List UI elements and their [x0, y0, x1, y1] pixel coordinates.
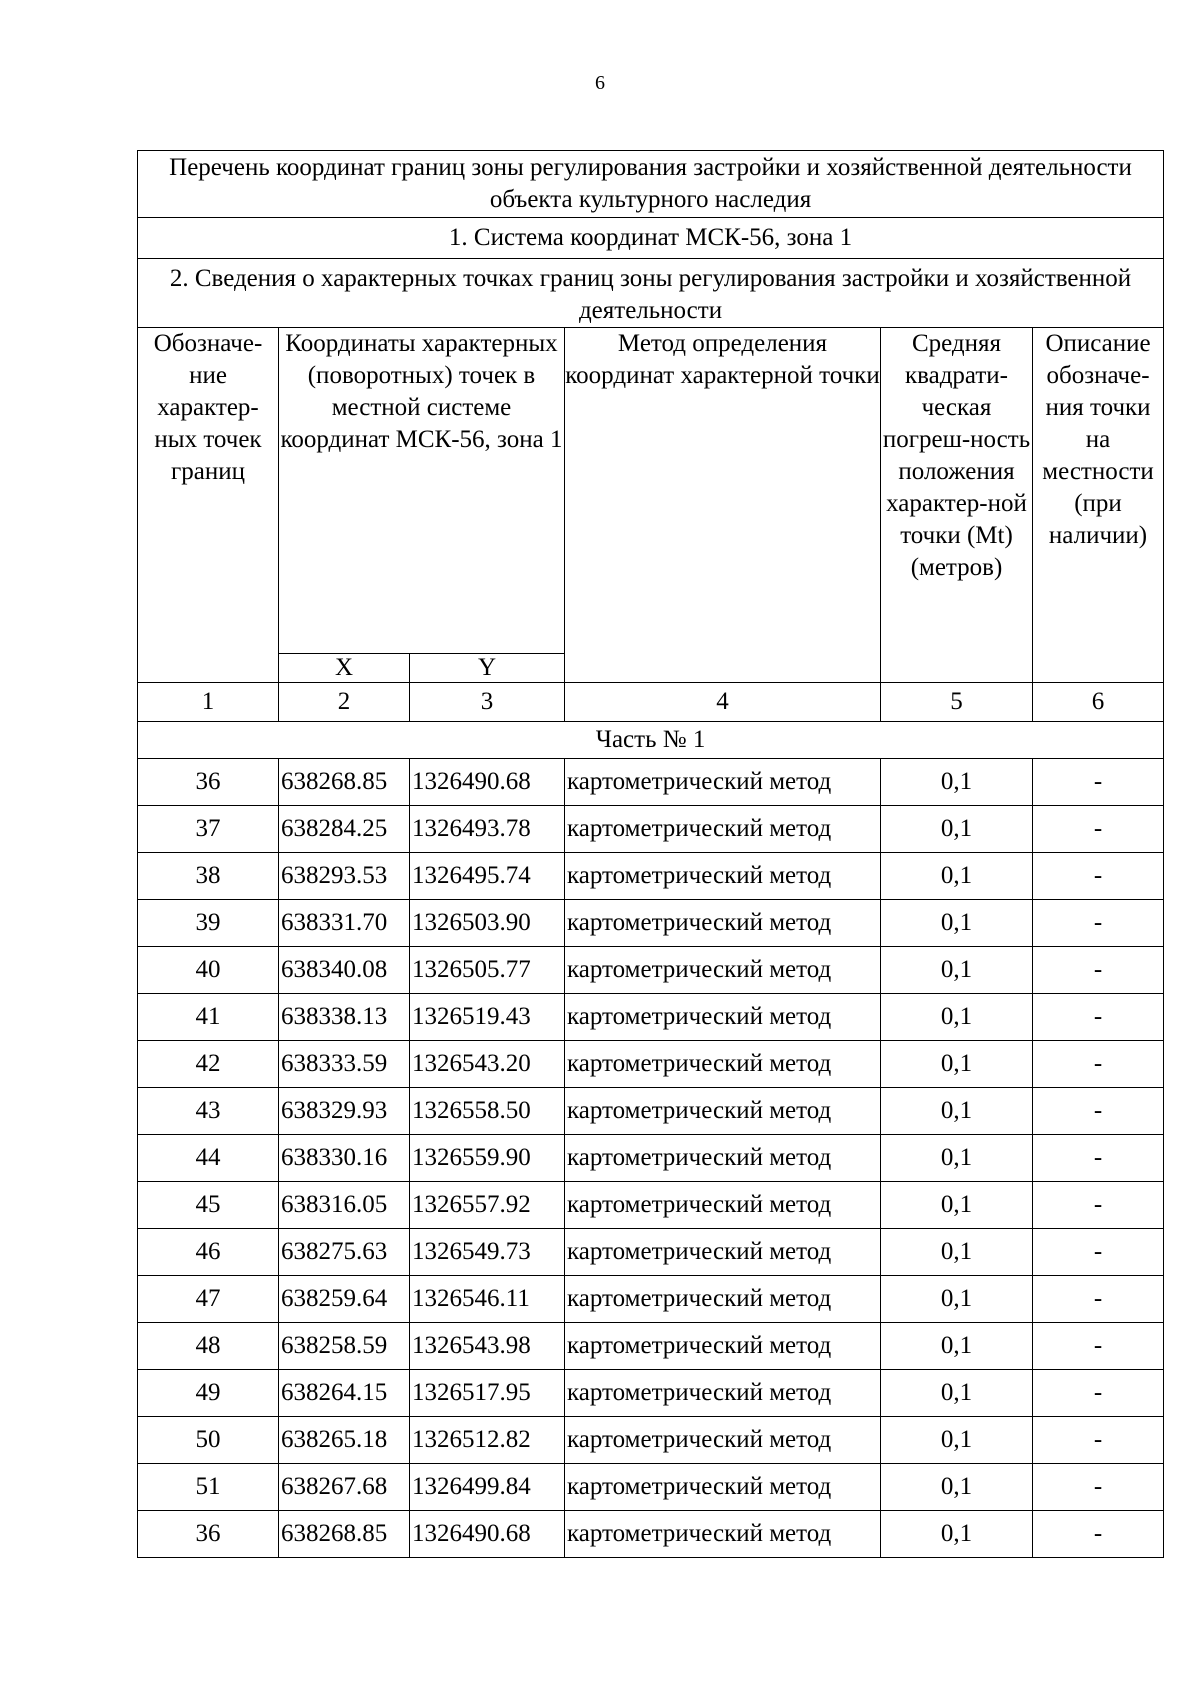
mean-error: 0,1 — [881, 1229, 1033, 1276]
mean-error: 0,1 — [881, 853, 1033, 900]
table-row — [138, 1135, 1164, 1182]
method: картометрический метод — [565, 1088, 881, 1135]
header-coordinates: Координаты характерных (поворотных) точек в местной системе координат МСК-56, зона 1 — [279, 328, 565, 654]
table-row — [138, 1370, 1164, 1417]
coord-y: 1326490.68 — [410, 1511, 565, 1558]
mean-error: 0,1 — [881, 900, 1033, 947]
coord-y: 1326557.92 — [410, 1182, 565, 1229]
method: картометрический метод — [565, 1276, 881, 1323]
coord-y: 1326519.43 — [410, 994, 565, 1041]
mean-error: 0,1 — [881, 759, 1033, 806]
coord-x: 638330.16 — [279, 1135, 410, 1182]
mean-error: 0,1 — [881, 1464, 1033, 1511]
coordinate-system: 1. Система координат МСК-56, зона 1 — [138, 218, 1164, 259]
coord-x: 638331.70 — [279, 900, 410, 947]
method: картометрический метод — [565, 994, 881, 1041]
point-number: 43 — [138, 1088, 279, 1135]
method: картометрический метод — [565, 900, 881, 947]
method: картометрический метод — [565, 1370, 881, 1417]
coord-x: 638293.53 — [279, 853, 410, 900]
table-row — [138, 900, 1164, 947]
description: - — [1033, 1464, 1164, 1511]
coord-y: 1326503.90 — [410, 900, 565, 947]
table-row — [138, 1041, 1164, 1088]
mean-error: 0,1 — [881, 806, 1033, 853]
mean-error: 0,1 — [881, 1135, 1033, 1182]
coord-x: 638275.63 — [279, 1229, 410, 1276]
method: картометрический метод — [565, 1464, 881, 1511]
description: - — [1033, 994, 1164, 1041]
column-numbers-row — [138, 683, 1164, 722]
mean-error: 0,1 — [881, 1182, 1033, 1229]
description: - — [1033, 1182, 1164, 1229]
coord-y: 1326546.11 — [410, 1276, 565, 1323]
column-number: 1 — [138, 683, 279, 722]
point-number: 47 — [138, 1276, 279, 1323]
method: картометрический метод — [565, 1323, 881, 1370]
coord-x: 638258.59 — [279, 1323, 410, 1370]
method: картометрический метод — [565, 1229, 881, 1276]
method: картометрический метод — [565, 1511, 881, 1558]
point-number: 46 — [138, 1229, 279, 1276]
coord-x: 638284.25 — [279, 806, 410, 853]
mean-error: 0,1 — [881, 1370, 1033, 1417]
coord-x: 638338.13 — [279, 994, 410, 1041]
description: - — [1033, 900, 1164, 947]
table-row — [138, 1088, 1164, 1135]
points-info: 2. Сведения о характерных точках границ зоны регулирования застройки и хозяйственной деятельности — [138, 259, 1164, 328]
point-number: 44 — [138, 1135, 279, 1182]
method: картометрический метод — [565, 759, 881, 806]
header-y: Y — [410, 654, 565, 683]
method: картометрический метод — [565, 853, 881, 900]
page-number: 6 — [595, 72, 605, 94]
coord-y: 1326490.68 — [410, 759, 565, 806]
column-number: 6 — [1033, 683, 1164, 722]
coord-y: 1326517.95 — [410, 1370, 565, 1417]
mean-error: 0,1 — [881, 994, 1033, 1041]
method: картометрический метод — [565, 1182, 881, 1229]
mean-error: 0,1 — [881, 1276, 1033, 1323]
part-label: Часть № 1 — [138, 722, 1164, 759]
method: картометрический метод — [565, 947, 881, 994]
point-number: 37 — [138, 806, 279, 853]
description: - — [1033, 1135, 1164, 1182]
mean-error: 0,1 — [881, 1323, 1033, 1370]
coord-x: 638265.18 — [279, 1417, 410, 1464]
mean-error: 0,1 — [881, 1088, 1033, 1135]
description: - — [1033, 806, 1164, 853]
description: - — [1033, 1323, 1164, 1370]
description: - — [1033, 947, 1164, 994]
description: - — [1033, 1511, 1164, 1558]
table-row — [138, 853, 1164, 900]
coord-y: 1326499.84 — [410, 1464, 565, 1511]
coord-y: 1326495.74 — [410, 853, 565, 900]
method: картометрический метод — [565, 1417, 881, 1464]
table-row — [138, 1464, 1164, 1511]
table-row — [138, 759, 1164, 806]
coord-y: 1326512.82 — [410, 1417, 565, 1464]
header-mean-error: Средняя квадрати-ческая погреш-ность положения характер-ной точки (Mt) (метров) — [881, 328, 1033, 683]
table-row — [138, 806, 1164, 853]
coord-y: 1326558.50 — [410, 1088, 565, 1135]
column-number: 4 — [565, 683, 881, 722]
table-row — [138, 1323, 1164, 1370]
coordinates-table — [137, 150, 1164, 1558]
table-body — [138, 759, 1164, 1558]
table-row — [138, 1229, 1164, 1276]
coord-x: 638329.93 — [279, 1088, 410, 1135]
header-point-designation: Обозначе-ние характер-ных точек границ — [138, 328, 279, 683]
mean-error: 0,1 — [881, 947, 1033, 994]
coord-x: 638264.15 — [279, 1370, 410, 1417]
mean-error: 0,1 — [881, 1417, 1033, 1464]
coord-y: 1326505.77 — [410, 947, 565, 994]
mean-error: 0,1 — [881, 1041, 1033, 1088]
coord-x: 638316.05 — [279, 1182, 410, 1229]
column-number: 3 — [410, 683, 565, 722]
table-row — [138, 947, 1164, 994]
method: картометрический метод — [565, 1041, 881, 1088]
coord-y: 1326493.78 — [410, 806, 565, 853]
description: - — [1033, 759, 1164, 806]
point-number: 39 — [138, 900, 279, 947]
coord-x: 638267.68 — [279, 1464, 410, 1511]
point-number: 48 — [138, 1323, 279, 1370]
description: - — [1033, 1229, 1164, 1276]
coord-y: 1326543.98 — [410, 1323, 565, 1370]
coord-y: 1326543.20 — [410, 1041, 565, 1088]
point-number: 40 — [138, 947, 279, 994]
point-number: 38 — [138, 853, 279, 900]
point-number: 36 — [138, 759, 279, 806]
point-number: 45 — [138, 1182, 279, 1229]
column-number: 2 — [279, 683, 410, 722]
table-title: Перечень координат границ зоны регулирования застройки и хозяйственной деятельности объекта культурного наследия — [138, 151, 1164, 218]
table-row — [138, 1417, 1164, 1464]
table-row — [138, 1182, 1164, 1229]
table-row — [138, 1276, 1164, 1323]
description: - — [1033, 1417, 1164, 1464]
method: картометрический метод — [565, 1135, 881, 1182]
column-number: 5 — [881, 683, 1033, 722]
point-number: 42 — [138, 1041, 279, 1088]
description: - — [1033, 853, 1164, 900]
coord-x: 638268.85 — [279, 759, 410, 806]
coord-x: 638340.08 — [279, 947, 410, 994]
coord-y: 1326559.90 — [410, 1135, 565, 1182]
method: картометрический метод — [565, 806, 881, 853]
point-number: 36 — [138, 1511, 279, 1558]
point-number: 41 — [138, 994, 279, 1041]
description: - — [1033, 1276, 1164, 1323]
description: - — [1033, 1088, 1164, 1135]
table-row — [138, 994, 1164, 1041]
description: - — [1033, 1370, 1164, 1417]
point-number: 51 — [138, 1464, 279, 1511]
coord-y: 1326549.73 — [410, 1229, 565, 1276]
coord-x: 638333.59 — [279, 1041, 410, 1088]
point-number: 50 — [138, 1417, 279, 1464]
point-number: 49 — [138, 1370, 279, 1417]
coord-x: 638268.85 — [279, 1511, 410, 1558]
description: - — [1033, 1041, 1164, 1088]
coord-x: 638259.64 — [279, 1276, 410, 1323]
mean-error: 0,1 — [881, 1511, 1033, 1558]
header-method: Метод определения координат характерной точки — [565, 328, 881, 683]
table-row — [138, 1511, 1164, 1558]
header-x: X — [279, 654, 410, 683]
header-description: Описание обозначе-ния точки на местности (при наличии) — [1033, 328, 1164, 683]
